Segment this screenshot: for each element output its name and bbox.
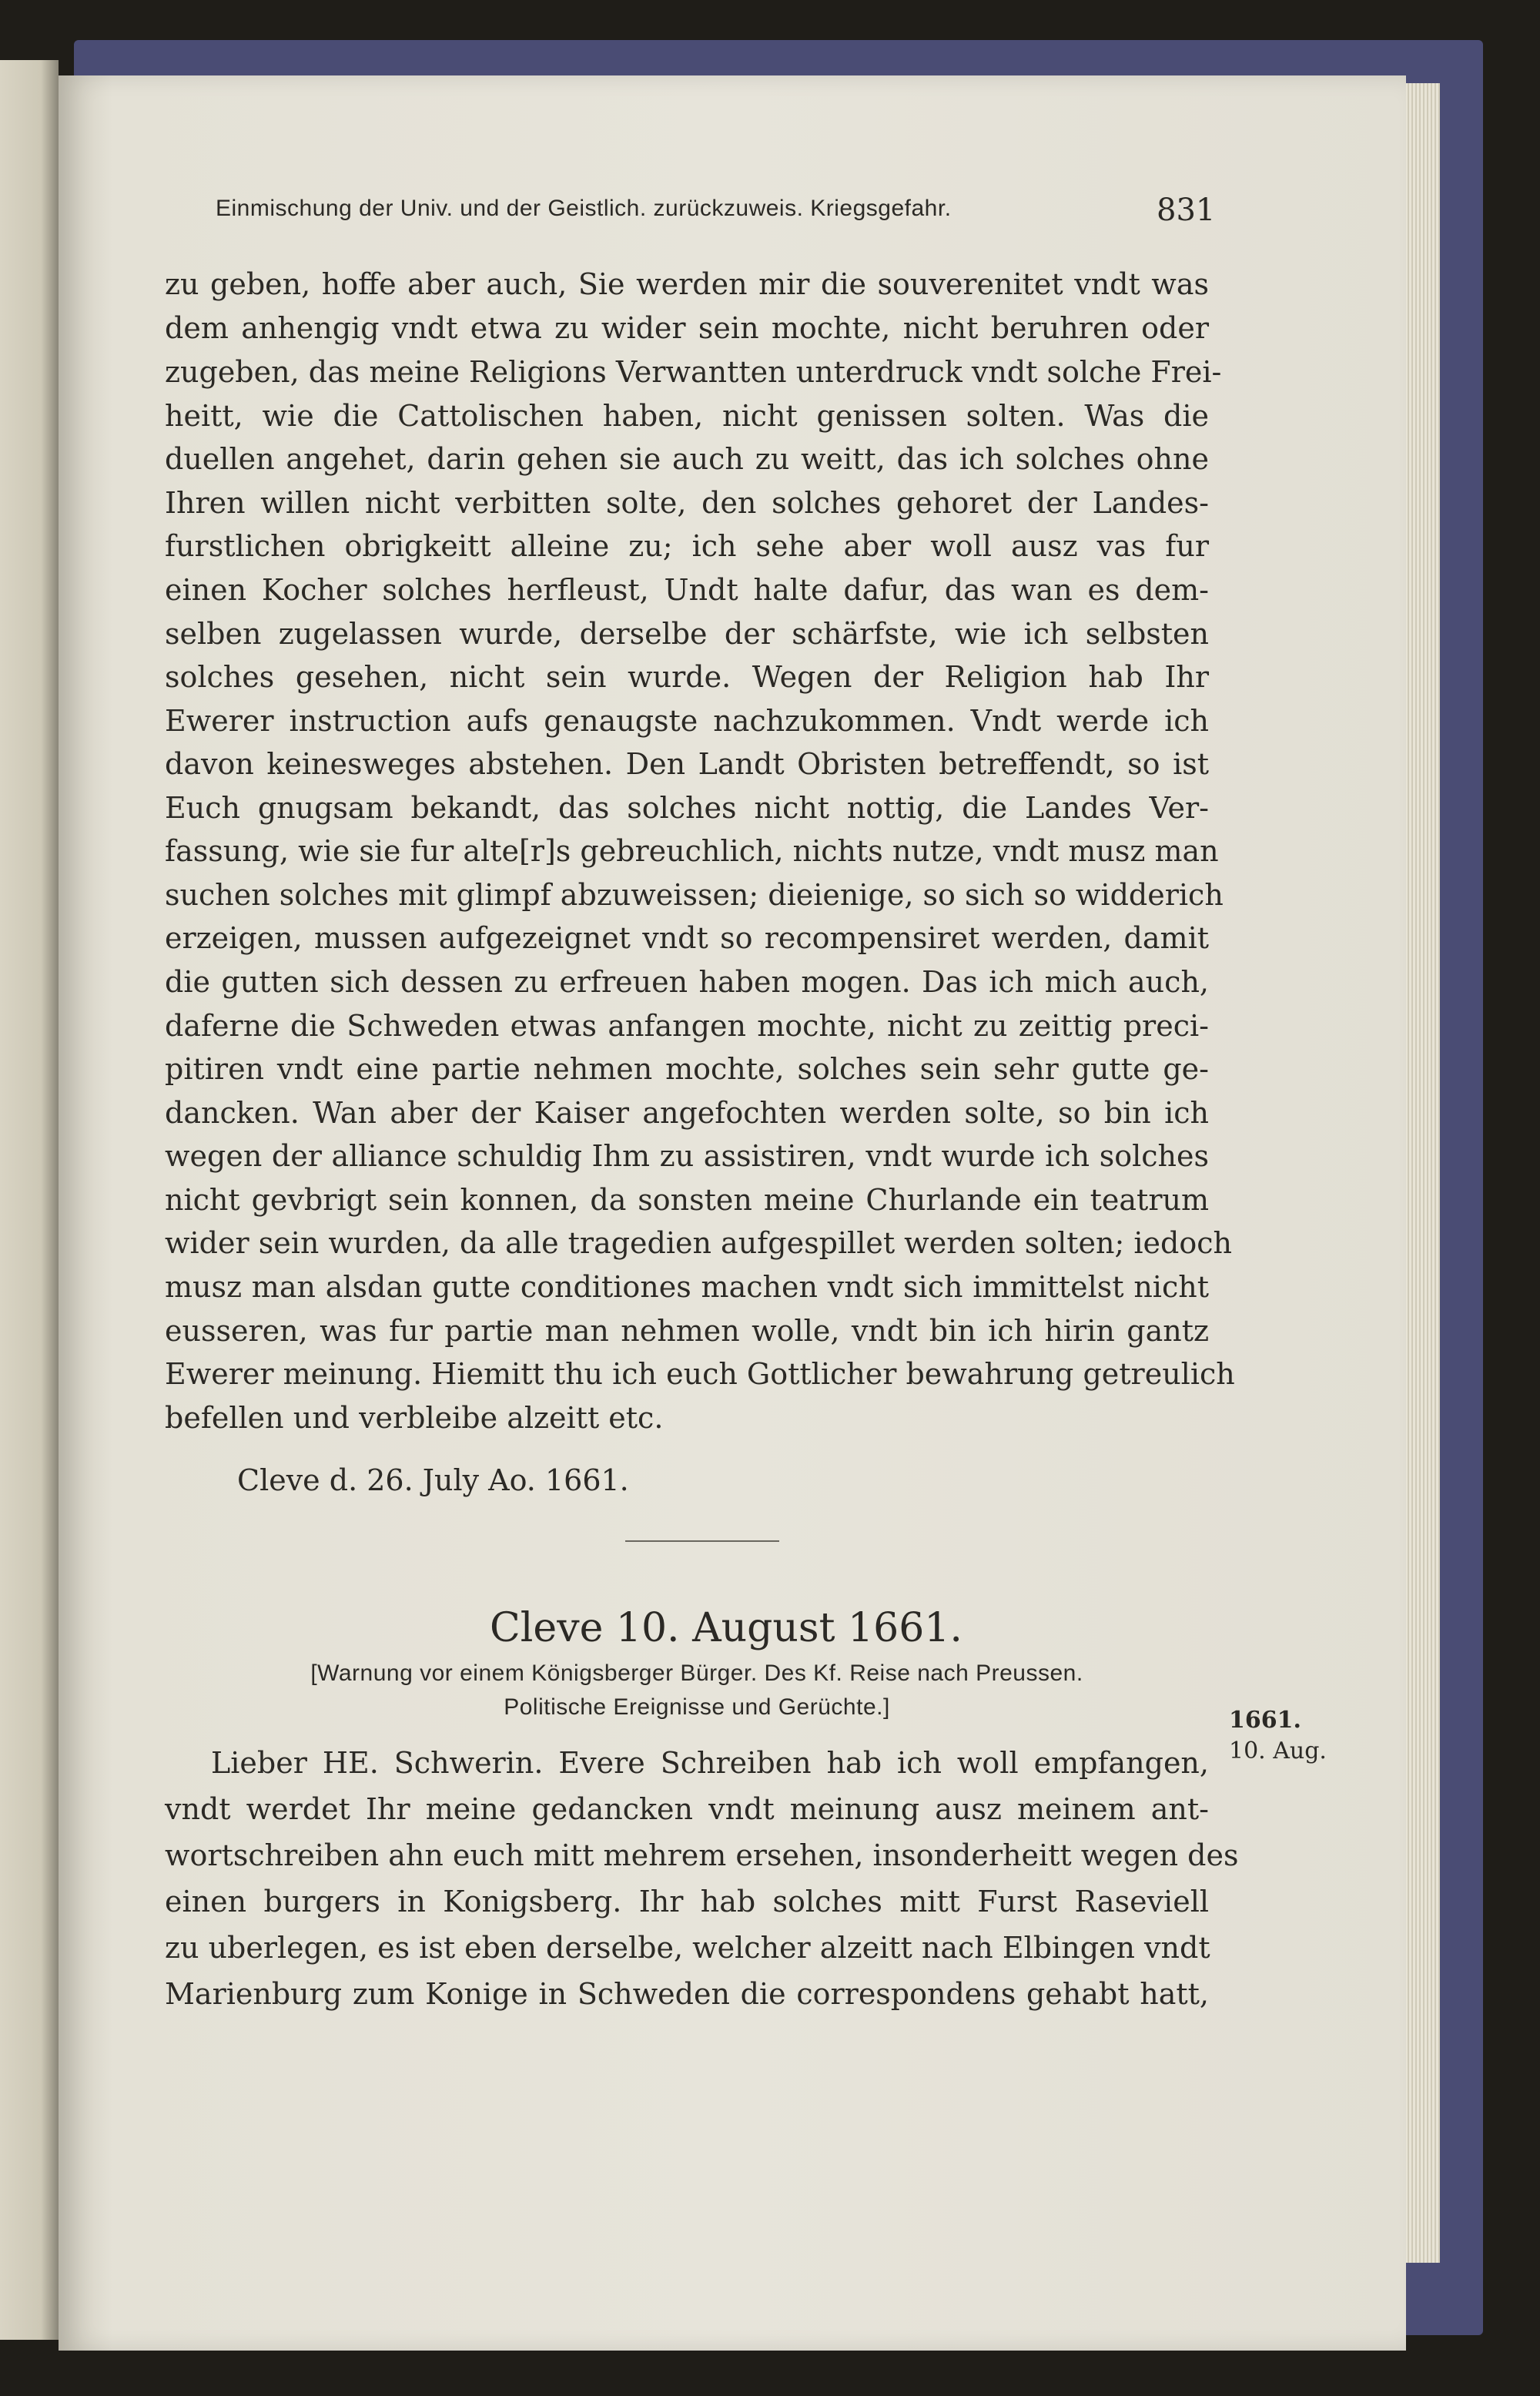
letter1-signoff: Cleve d. 26. July Ao. 1661. — [237, 1463, 629, 1497]
letter1-line: fassung, wie sie fur alte[r]s gebreuchlich, nichts nutze, vndt musz man — [165, 834, 1219, 868]
letter1-line: dem anhengig vndt etwa zu wider sein mochte, nicht beruhren oder — [165, 311, 1209, 345]
letter2-line: vndt werdet Ihr meine gedancken vndt meinung ausz meinem ant- — [165, 1792, 1209, 1826]
letter1-line: dancken. Wan aber der Kaiser angefochten werden solte, so bin ich — [165, 1096, 1209, 1130]
facing-page-edge — [0, 60, 59, 2340]
letter1-line: solches gesehen, nicht sein wurde. Wegen der Religion hab Ihr — [165, 660, 1209, 694]
letter1-line: nicht gevbrigt sein konnen, da sonsten meine Churlande ein teatrum — [165, 1183, 1209, 1217]
page-number: 831 — [1157, 193, 1216, 228]
letter1-line: Ewerer meinung. Hiemitt thu ich euch Gottlicher bewahrung getreulich — [165, 1357, 1235, 1391]
letter1-line: duellen angehet, darin gehen sie auch zu weitt, das ich solches ohne — [165, 442, 1209, 476]
letter2-line: zu uberlegen, es ist eben derselbe, welcher alzeitt nach Elbingen vndt — [165, 1931, 1210, 1965]
letter1-line: selben zugelassen wurde, derselbe der schärfste, wie ich selbsten — [165, 617, 1209, 651]
letter1-line: daferne die Schweden etwas anfangen mochte, nicht zu zeittig preci- — [165, 1009, 1209, 1043]
letter2-line: Lieber HE. Schwerin. Evere Schreiben hab ich woll empfangen, — [211, 1746, 1209, 1780]
letter1-line: Ewerer instruction aufs genaugste nachzukommen. Vndt werde ich — [165, 704, 1209, 738]
letter1-line: wider sein wurden, da alle tragedien aufgespillet werden solten; iedoch — [165, 1226, 1232, 1260]
section-divider — [625, 1540, 779, 1542]
letter2-summary-line: [Warnung vor einem Königsberger Bürger. Des Kf. Reise nach Preussen. — [310, 1660, 1083, 1686]
letter2-line: wortschreiben ahn euch mitt mehrem ersehen, insonderheitt wegen des — [165, 1838, 1239, 1872]
letter1-line: die gutten sich dessen zu erfreuen haben mogen. Das ich mich auch, — [165, 965, 1209, 999]
letter1-line: musz man alsdan gutte conditiones machen vndt sich immittelst nicht — [165, 1270, 1209, 1304]
margin-date: 10. Aug. — [1229, 1738, 1327, 1764]
letter1-line: zugeben, das meine Religions Verwantten unterdruck vndt solche Frei- — [165, 355, 1222, 389]
running-head-title: Einmischung der Univ. und der Geistlich. zurückzuweis. Kriegsgefahr. — [216, 196, 952, 221]
letter1-line: Ihren willen nicht verbitten solte, den solches gehoret der Landes- — [165, 486, 1209, 520]
letter1-line: erzeigen, mussen aufgezeignet vndt so recompensiret werden, damit — [165, 921, 1209, 955]
letter1-line: eusseren, was fur partie man nehmen wolle, vndt bin ich hirin gantz — [165, 1314, 1209, 1348]
letter1-line: wegen der alliance schuldig Ihm zu assistiren, vndt wurde ich solches — [165, 1139, 1209, 1173]
letter2-summary-line: Politische Ereignisse und Gerüchte.] — [504, 1694, 890, 1720]
letter1-line: furstlichen obrigkeitt alleine zu; ich sehe aber woll ausz vas fur — [165, 529, 1209, 563]
letter1-line: befellen und verbleibe alzeitt etc. — [165, 1401, 664, 1435]
letter1-line: heitt, wie die Cattolischen haben, nicht genissen solten. Was die — [165, 399, 1209, 433]
margin-year: 1661. — [1229, 1707, 1301, 1734]
letter2-line: einen burgers in Konigsberg. Ihr hab solches mitt Furst Raseviell — [165, 1885, 1209, 1918]
letter1-line: Euch gnugsam bekandt, das solches nicht nottig, die Landes Ver- — [165, 791, 1209, 825]
letter1-line: zu geben, hoffe aber auch, Sie werden mir die souverenitet vndt was — [165, 267, 1209, 301]
letter1-line: davon keinesweges abstehen. Den Landt Obristen betreffendt, so ist — [165, 747, 1209, 781]
letter1-line: einen Kocher solches herfleust, Undt halte dafur, das wan es dem- — [165, 573, 1209, 607]
letter1-line: pitiren vndt eine partie nehmen mochte, solches sein sehr gutte ge- — [165, 1052, 1209, 1086]
letter2-line: Marienburg zum Konige in Schweden die correspondens gehabt hatt, — [165, 1977, 1209, 2011]
letter1-line: suchen solches mit glimpf abzuweissen; dieienige, so sich so widderich — [165, 878, 1224, 912]
letter2-heading: Cleve 10. August 1661. — [490, 1605, 962, 1651]
